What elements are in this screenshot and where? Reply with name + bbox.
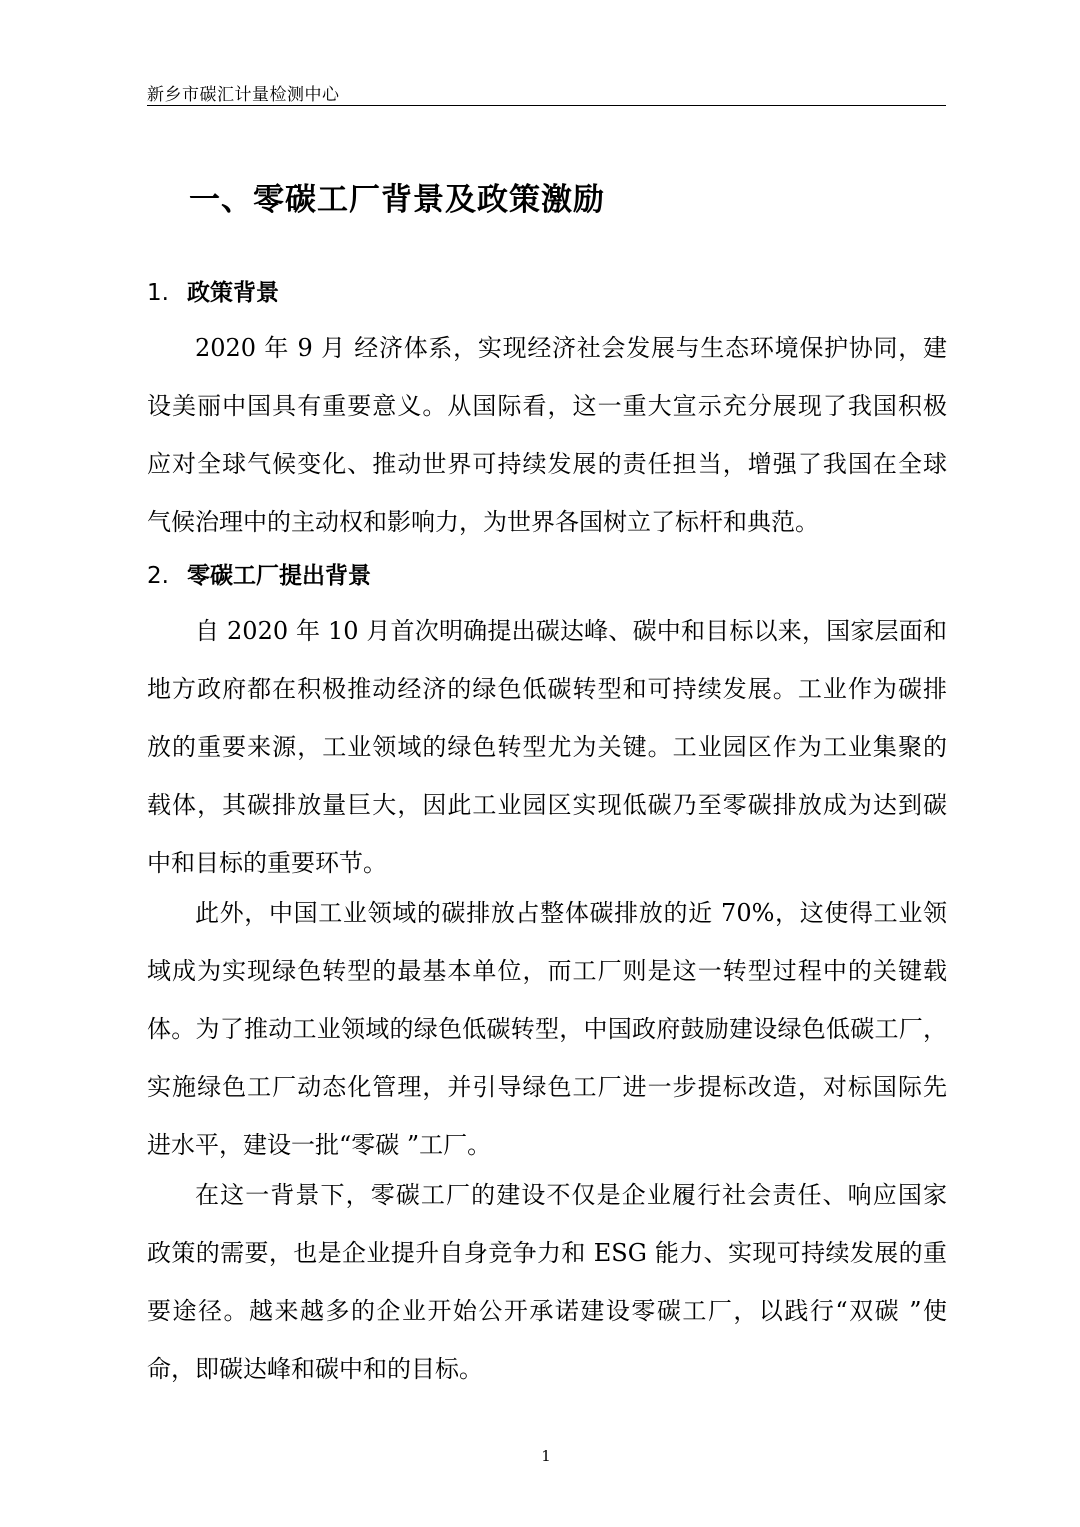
paragraph-line: 气候治理中的主动权和影响力，为世界各国树立了标杆和典范。: [147, 508, 819, 536]
paragraph-line: 命，即碳达峰和碳中和的目标。: [147, 1355, 483, 1383]
paragraph-industrial-emissions: [147, 884, 947, 1174]
section-heading-policy-background: [147, 274, 279, 307]
paragraph-line: 此外，中国工业领域的碳排放占整体碳排放的近 70%，这使得工业领: [195, 899, 947, 927]
section-heading-text: 政策背景: [187, 280, 279, 306]
section-heading-zero-carbon-background: [147, 557, 371, 590]
paragraph-line: 自 2020 年 10 月首次明确提出碳达峰、碳中和目标以来，国家层面和: [195, 617, 947, 645]
paragraph-line: 在这一背景下，零碳工厂的建设不仅是企业履行社会责任、响应国家: [195, 1181, 947, 1209]
paragraph-line: 政策的需要，也是企业提升自身竞争力和 ESG 能力、实现可持续发展的重: [147, 1239, 947, 1267]
paragraph-line: 设美丽中国具有重要意义。从国际看，这一重大宣示充分展现了我国积极: [147, 392, 947, 420]
paragraph-line: 体。为了推动工业领域的绿色低碳转型，中国政府鼓励建设绿色低碳工厂，: [147, 1015, 947, 1043]
paragraph-enterprise-commitment: [147, 1166, 947, 1398]
page-number: 1: [541, 1447, 551, 1465]
header-divider: [147, 105, 946, 106]
running-header: 新乡市碳汇计量检测中心: [147, 85, 340, 105]
paragraph-line: 放的重要来源，工业领域的绿色转型尤为关键。工业园区作为工业集聚的: [147, 733, 947, 761]
chapter-title: 一、零碳工厂背景及政策激励: [189, 182, 605, 218]
paragraph-line: 实施绿色工厂动态化管理，并引导绿色工厂进一步提标改造，对标国际先: [147, 1073, 947, 1101]
paragraph-policy-background: [147, 319, 947, 551]
paragraph-line: 进水平，建设一批“零碳 ”工厂。: [147, 1131, 492, 1159]
paragraph-line: 2020 年 9 月 经济体系，实现经济社会发展与生态环境保护协同，建: [195, 334, 947, 362]
paragraph-line: 要途径。越来越多的企业开始公开承诺建设零碳工厂，以践行“双碳 ”使: [147, 1297, 947, 1325]
section-number: 2.: [147, 563, 169, 589]
section-number: 1.: [147, 280, 169, 306]
section-heading-text: 零碳工厂提出背景: [187, 563, 371, 589]
paragraph-line: 地方政府都在积极推动经济的绿色低碳转型和可持续发展。工业作为碳排: [147, 675, 947, 703]
paragraph-line: 中和目标的重要环节。: [147, 849, 387, 877]
paragraph-line: 域成为实现绿色转型的最基本单位，而工厂则是这一转型过程中的关键载: [147, 957, 947, 985]
paragraph-carbon-goals: [147, 602, 947, 892]
paragraph-line: 应对全球气候变化、推动世界可持续发展的责任担当，增强了我国在全球: [147, 450, 947, 478]
paragraph-line: 载体，其碳排放量巨大，因此工业园区实现低碳乃至零碳排放成为达到碳: [147, 791, 947, 819]
